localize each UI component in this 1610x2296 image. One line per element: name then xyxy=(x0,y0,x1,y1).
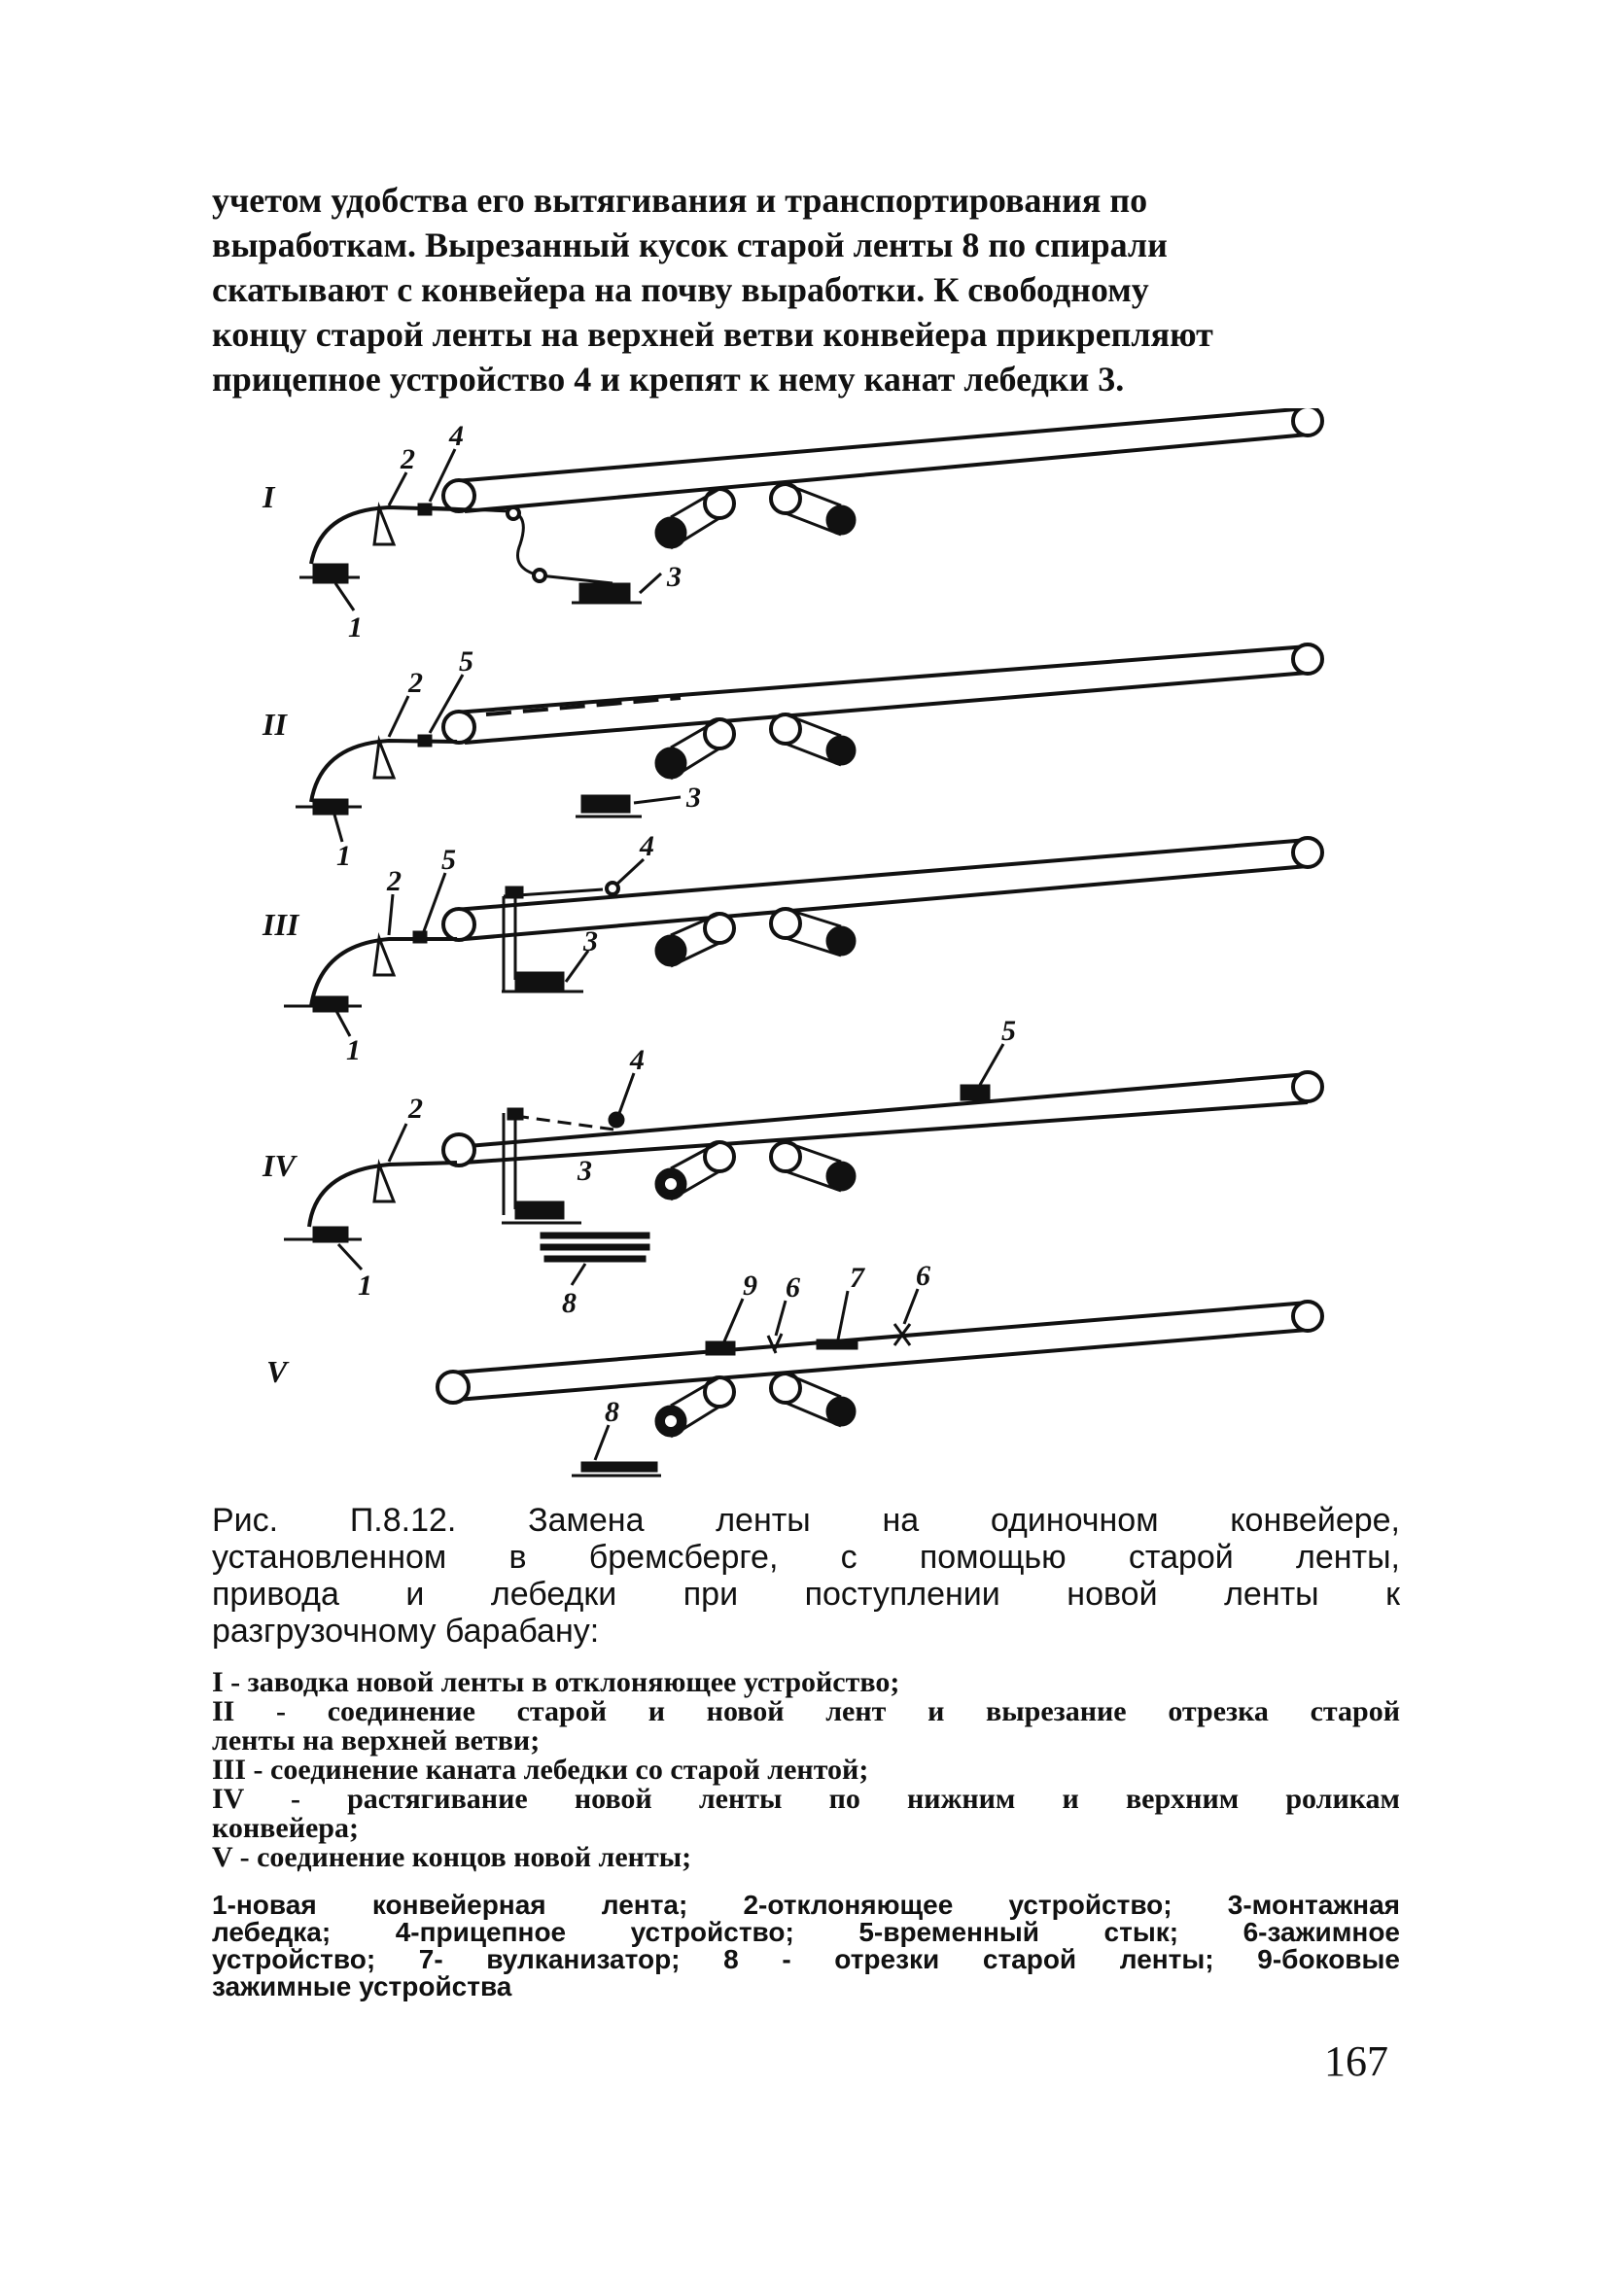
panel-label: II xyxy=(262,707,287,742)
callout-2: 2 xyxy=(401,443,415,475)
panel-2 xyxy=(262,644,1322,872)
stage-item-cont: ленты на верхней ветви; xyxy=(212,1724,541,1757)
callout-8: 8 xyxy=(562,1287,577,1319)
intro-line: учетом удобства его вытягивания и транспортирования по xyxy=(212,181,1148,220)
callout-1: 1 xyxy=(348,611,363,644)
panel-5 xyxy=(266,1260,1322,1476)
stage-item: V - соединение концов новой ленты; xyxy=(212,1841,692,1873)
tail-pulley xyxy=(1293,408,1322,435)
callout-7: 7 xyxy=(850,1262,864,1294)
intro-paragraph xyxy=(212,178,1400,401)
caption-line: установленном в бремсберге, с помощью старой ленты, xyxy=(212,1539,1400,1576)
callout-1: 1 xyxy=(336,840,351,872)
head-pulley xyxy=(443,480,474,511)
stage-item: II - соединение старой и новой лент и вырезание отрезка старой xyxy=(212,1695,1400,1727)
intro-line: концу старой ленты на верхней ветви конвейера прикрепляют xyxy=(212,315,1213,354)
key-line: 1-новая конвейерная лента; 2-отклоняющее устройство; 3-монтажная xyxy=(212,1890,1400,1920)
panel-1 xyxy=(262,408,1322,644)
component-key xyxy=(212,1892,1400,2000)
callout-4: 4 xyxy=(630,1044,645,1076)
panel-label: V xyxy=(266,1354,288,1389)
callout-8: 8 xyxy=(605,1396,619,1428)
figure-caption xyxy=(212,1502,1400,1650)
callout-5: 5 xyxy=(441,844,456,876)
figure-drawing xyxy=(0,408,1610,1507)
stage-item: I - заводка новой ленты в отклоняющее устройство; xyxy=(212,1666,900,1698)
callout-1: 1 xyxy=(346,1034,361,1066)
intro-line: прицепное устройство 4 и крепят к нему канат лебедки 3. xyxy=(212,360,1125,399)
callout-3: 3 xyxy=(667,561,682,593)
panel-label: III xyxy=(262,907,299,942)
callout-6: 6 xyxy=(786,1271,800,1304)
key-line: зажимные устройства xyxy=(212,1971,512,2001)
key-line: устройство; 7- вулканизатор; 8 - отрезки старой ленты; 9-боковые xyxy=(212,1944,1400,1974)
callout-1: 1 xyxy=(358,1270,372,1302)
callout-3: 3 xyxy=(578,1155,592,1187)
conveyor-belt-replacement-figure xyxy=(0,408,1610,1507)
callout-5: 5 xyxy=(1001,1015,1016,1047)
key-line: лебедка; 4-прицепное устройство; 5-временный стык; 6-зажимное xyxy=(212,1917,1400,1947)
callout-2: 2 xyxy=(408,667,423,699)
stage-item-cont: конвейера; xyxy=(212,1812,359,1844)
callout-4: 4 xyxy=(640,830,654,862)
stage-legend xyxy=(212,1668,1400,1872)
callout-6: 6 xyxy=(916,1260,930,1292)
caption-line: разгрузочному барабану: xyxy=(212,1613,600,1650)
callout-2: 2 xyxy=(408,1093,423,1125)
callout-4: 4 xyxy=(449,420,464,452)
callout-2: 2 xyxy=(387,865,402,897)
caption-line: привода и лебедки при поступлении новой ленты к xyxy=(212,1576,1400,1613)
callout-3: 3 xyxy=(686,782,701,814)
panel-3 xyxy=(262,830,1322,1066)
callout-9: 9 xyxy=(743,1270,757,1302)
caption-line: Рис. П.8.12. Замена ленты на одиночном конвейере, xyxy=(212,1502,1400,1539)
intro-line: скатывают с конвейера на почву выработки. К свободному xyxy=(212,270,1149,309)
panel-label: I xyxy=(262,479,275,514)
callout-5: 5 xyxy=(459,645,473,678)
stage-item: III - соединение каната лебедки со старой лентой; xyxy=(212,1754,869,1786)
panel-label: IV xyxy=(262,1148,296,1183)
page-number: 167 xyxy=(1324,2037,1388,2085)
callout-3: 3 xyxy=(583,925,598,957)
intro-line: выработкам. Вырезанный кусок старой ленты 8 по спирали xyxy=(212,226,1168,264)
stage-item: IV - растягивание новой ленты по нижним и верхним роликам xyxy=(212,1783,1400,1815)
